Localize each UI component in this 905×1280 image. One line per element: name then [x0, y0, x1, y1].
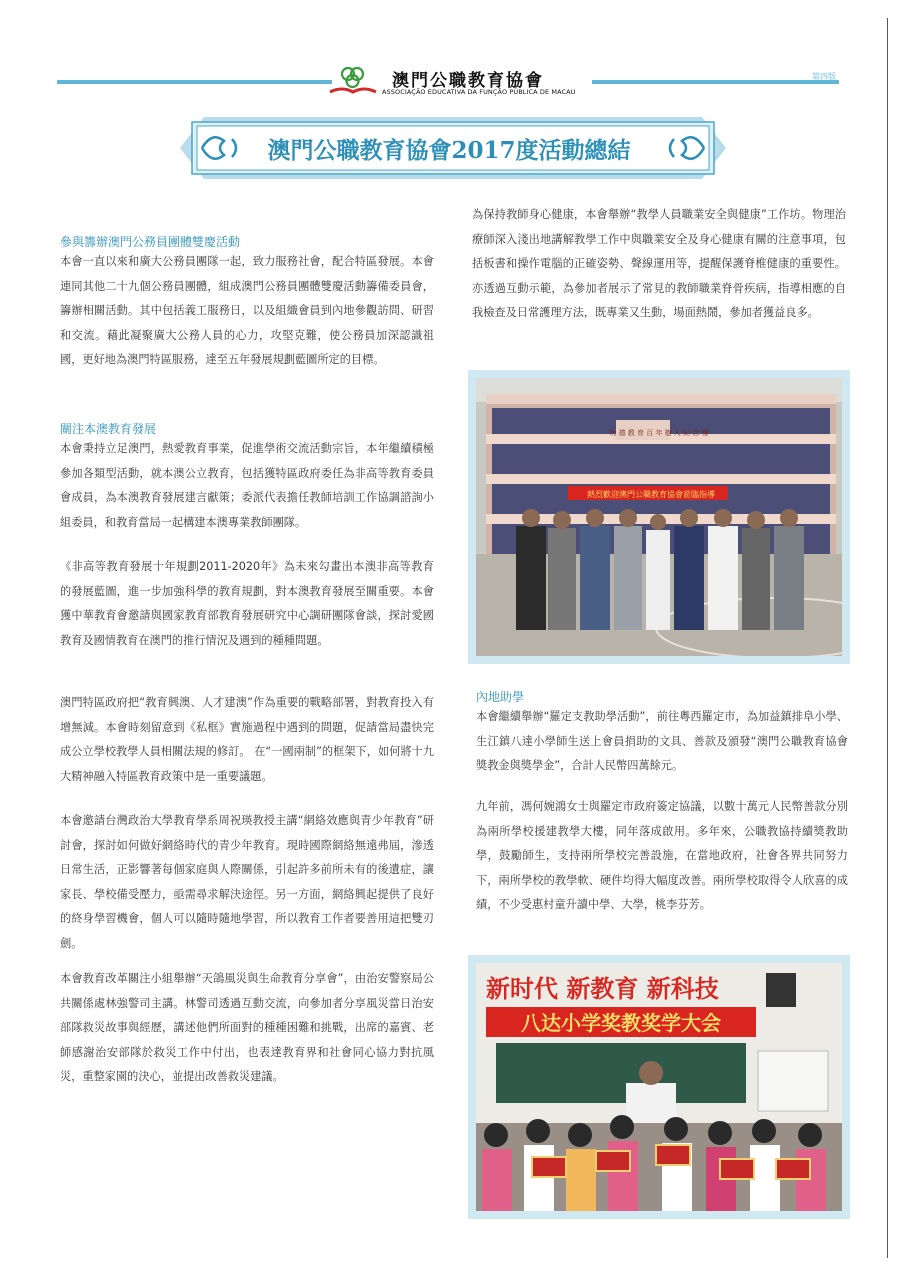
header-rule-left — [57, 80, 332, 84]
photo1-banner-text: 熱烈歡迎澳門公職教育協會蒞臨指導 — [587, 490, 715, 499]
section-heading-education: 關注本澳教育發展 — [60, 422, 157, 436]
photo-award-ceremony — [468, 955, 850, 1219]
paragraph-education-5: 本會教育改革關注小組舉辦“天鴿風災與生命教育分享會”，由治安警察局公共關係處林強警司主講。林警司透過互動交流，向參加者分享風災當日治安部隊救災故事與經歷，講述他們所面對的種種困難和挑戰，出席的嘉賓、老師感謝治安部隊於救災工作中付出，也表達教育界和社會同心協力對抗風災，重整家園的決心，並提出改善救災建議。 — [60, 972, 434, 1083]
header-rule-right — [592, 80, 839, 84]
paragraph-teacher-health: 為保持教師身心健康，本會舉辦“教學人員職業安全與健康”工作坊。物理治療師深入淺出地講解教學工作中與職業安全及身心健康有關的注意事項，包括板書和操作電腦的正確姿勢、聲線運用等，提醒保護脊椎健康的重要性。亦透過互動示範，為參加者展示了常見的教師職業脊骨疾病，指導相應的自我檢查及日常護理方法，既專業又生動，場面熱鬧，參加者獲益良多。 — [472, 208, 846, 319]
association-emblem-icon — [328, 62, 380, 102]
paragraph-education-3: 澳門特區政府把“教育興澳、人才建澳”作為重要的戰略部署，對教育投入有增無減。本會時刻留意到《私框》實施過程中遇到的問題，促請當局盡快完成公立學校教學人員相關法規的修訂。 在“一國兩制”的框架下，如何將十九大精神融入特區教育政策中是一重要議題。 — [60, 696, 434, 783]
photo2-slogan: 新时代 新教育 新科技 — [486, 974, 719, 1003]
page-edge-line — [887, 18, 888, 1258]
photo2-banner-text: 八达小学奖教奖学大会 — [521, 1011, 721, 1035]
section-heading-civil-servants: 參與籌辦澳門公務員團體雙慶活動 — [60, 235, 241, 249]
paragraph-education-1: 本會秉持立足澳門，熱愛教育事業，促進學術交流活動宗旨，本年繼續積極參加各類型活動，就本澳公立教育，包括獲特區政府委任為非高等教育委員會成員，為本澳教育發展建言獻策；委派代表擔任教師培訓工作協調諮詢小組委員，和教育當局一起構建本澳專業教師團隊。 — [60, 442, 434, 529]
paragraph-mainland-aid-1: 本會繼續舉辦“羅定支教助學活動”，前往粵西羅定市，為加益鎮排阜小學、生江鎮八達小學師生送上會員捐助的文具、善款及頒發“澳門公職教育協會獎教金與獎學金”，合計人民幣四萬餘元。 — [476, 710, 848, 772]
paragraph-education-2: 《非高等教育發展十年規劃2011-2020年》為未來勾畫出本澳非高等教育的發展藍圖，進一步加強科學的教育規劃，對本澳教育發展至關重要。本會獲中華教育會邀請與國家教育部教育發展研究中心調研團隊會談，探討愛國教育及國情教育在澳門的推行情況及遇到的種種問題。 — [60, 560, 434, 647]
association-name-cn: 澳門公職教育協會 — [392, 71, 544, 91]
photo-group-building — [468, 370, 850, 664]
paragraph-education-4: 本會邀請台灣政治大學教育學系周祝瑛教授主講“網絡效應與青少年教育”研討會，探討如何做好網絡時代的青少年教育。現時國際網絡無遠弗屆，滲透日常生活，正影響著每個家庭與人際關係，引起許多前所未有的後遺症，讓家長、學校備受壓力，亟需尋求解決途徑。另一方面，網絡興起提供了良好的終身學習機會，個人可以隨時隨地學習，所以教育工作者要善用這把雙刃劍。 — [60, 814, 434, 950]
edition-label: 第四版 — [812, 72, 836, 81]
paragraph-mainland-aid-2: 九年前，馮何婉鴻女士與羅定市政府簽定協議，以數十萬元人民幣善款分別為兩所學校援建教學大樓，同年落成啟用。多年來，公職教協持續獎教助學，鼓勵師生，支持兩所學校完善設施，在當地政府，社會各界共同努力下，兩所學校的教學軟、硬件均得大幅度改善。兩所學校取得令人欣喜的成績，不少受惠村童升讀中學、大學，桃李芬芳。 — [476, 800, 848, 911]
association-name-pt: ASSOCIAÇÃO EDUCATIVA DA FUNÇÃO PÚBLICA DE MACAU — [382, 88, 576, 96]
banner-title: 澳門公職教育協會2017度活動總結 — [267, 137, 631, 164]
paragraph-civil-servants: 本會一直以來和廣大公務員團隊一起，致力服務社會，配合特區發展。本會連同其他二十九個公務員團體，組成澳門公務員團體雙慶活動籌備委員會，籌辦相關活動。其中包括義工服務日，以及組織會員到內地參觀訪問、研習和交流。藉此凝聚廣大公務人員的心力，攻堅克難，使公務員加深認識祖國，更好地為澳門特區服務，達至五年發展規劃藍圖所定的目標。 — [60, 255, 434, 366]
section-heading-mainland-aid: 內地助學 — [476, 690, 525, 704]
photo1-wall-text: 功 德 教 育 百 年 樹 人 紀 念 樓 — [609, 429, 709, 437]
